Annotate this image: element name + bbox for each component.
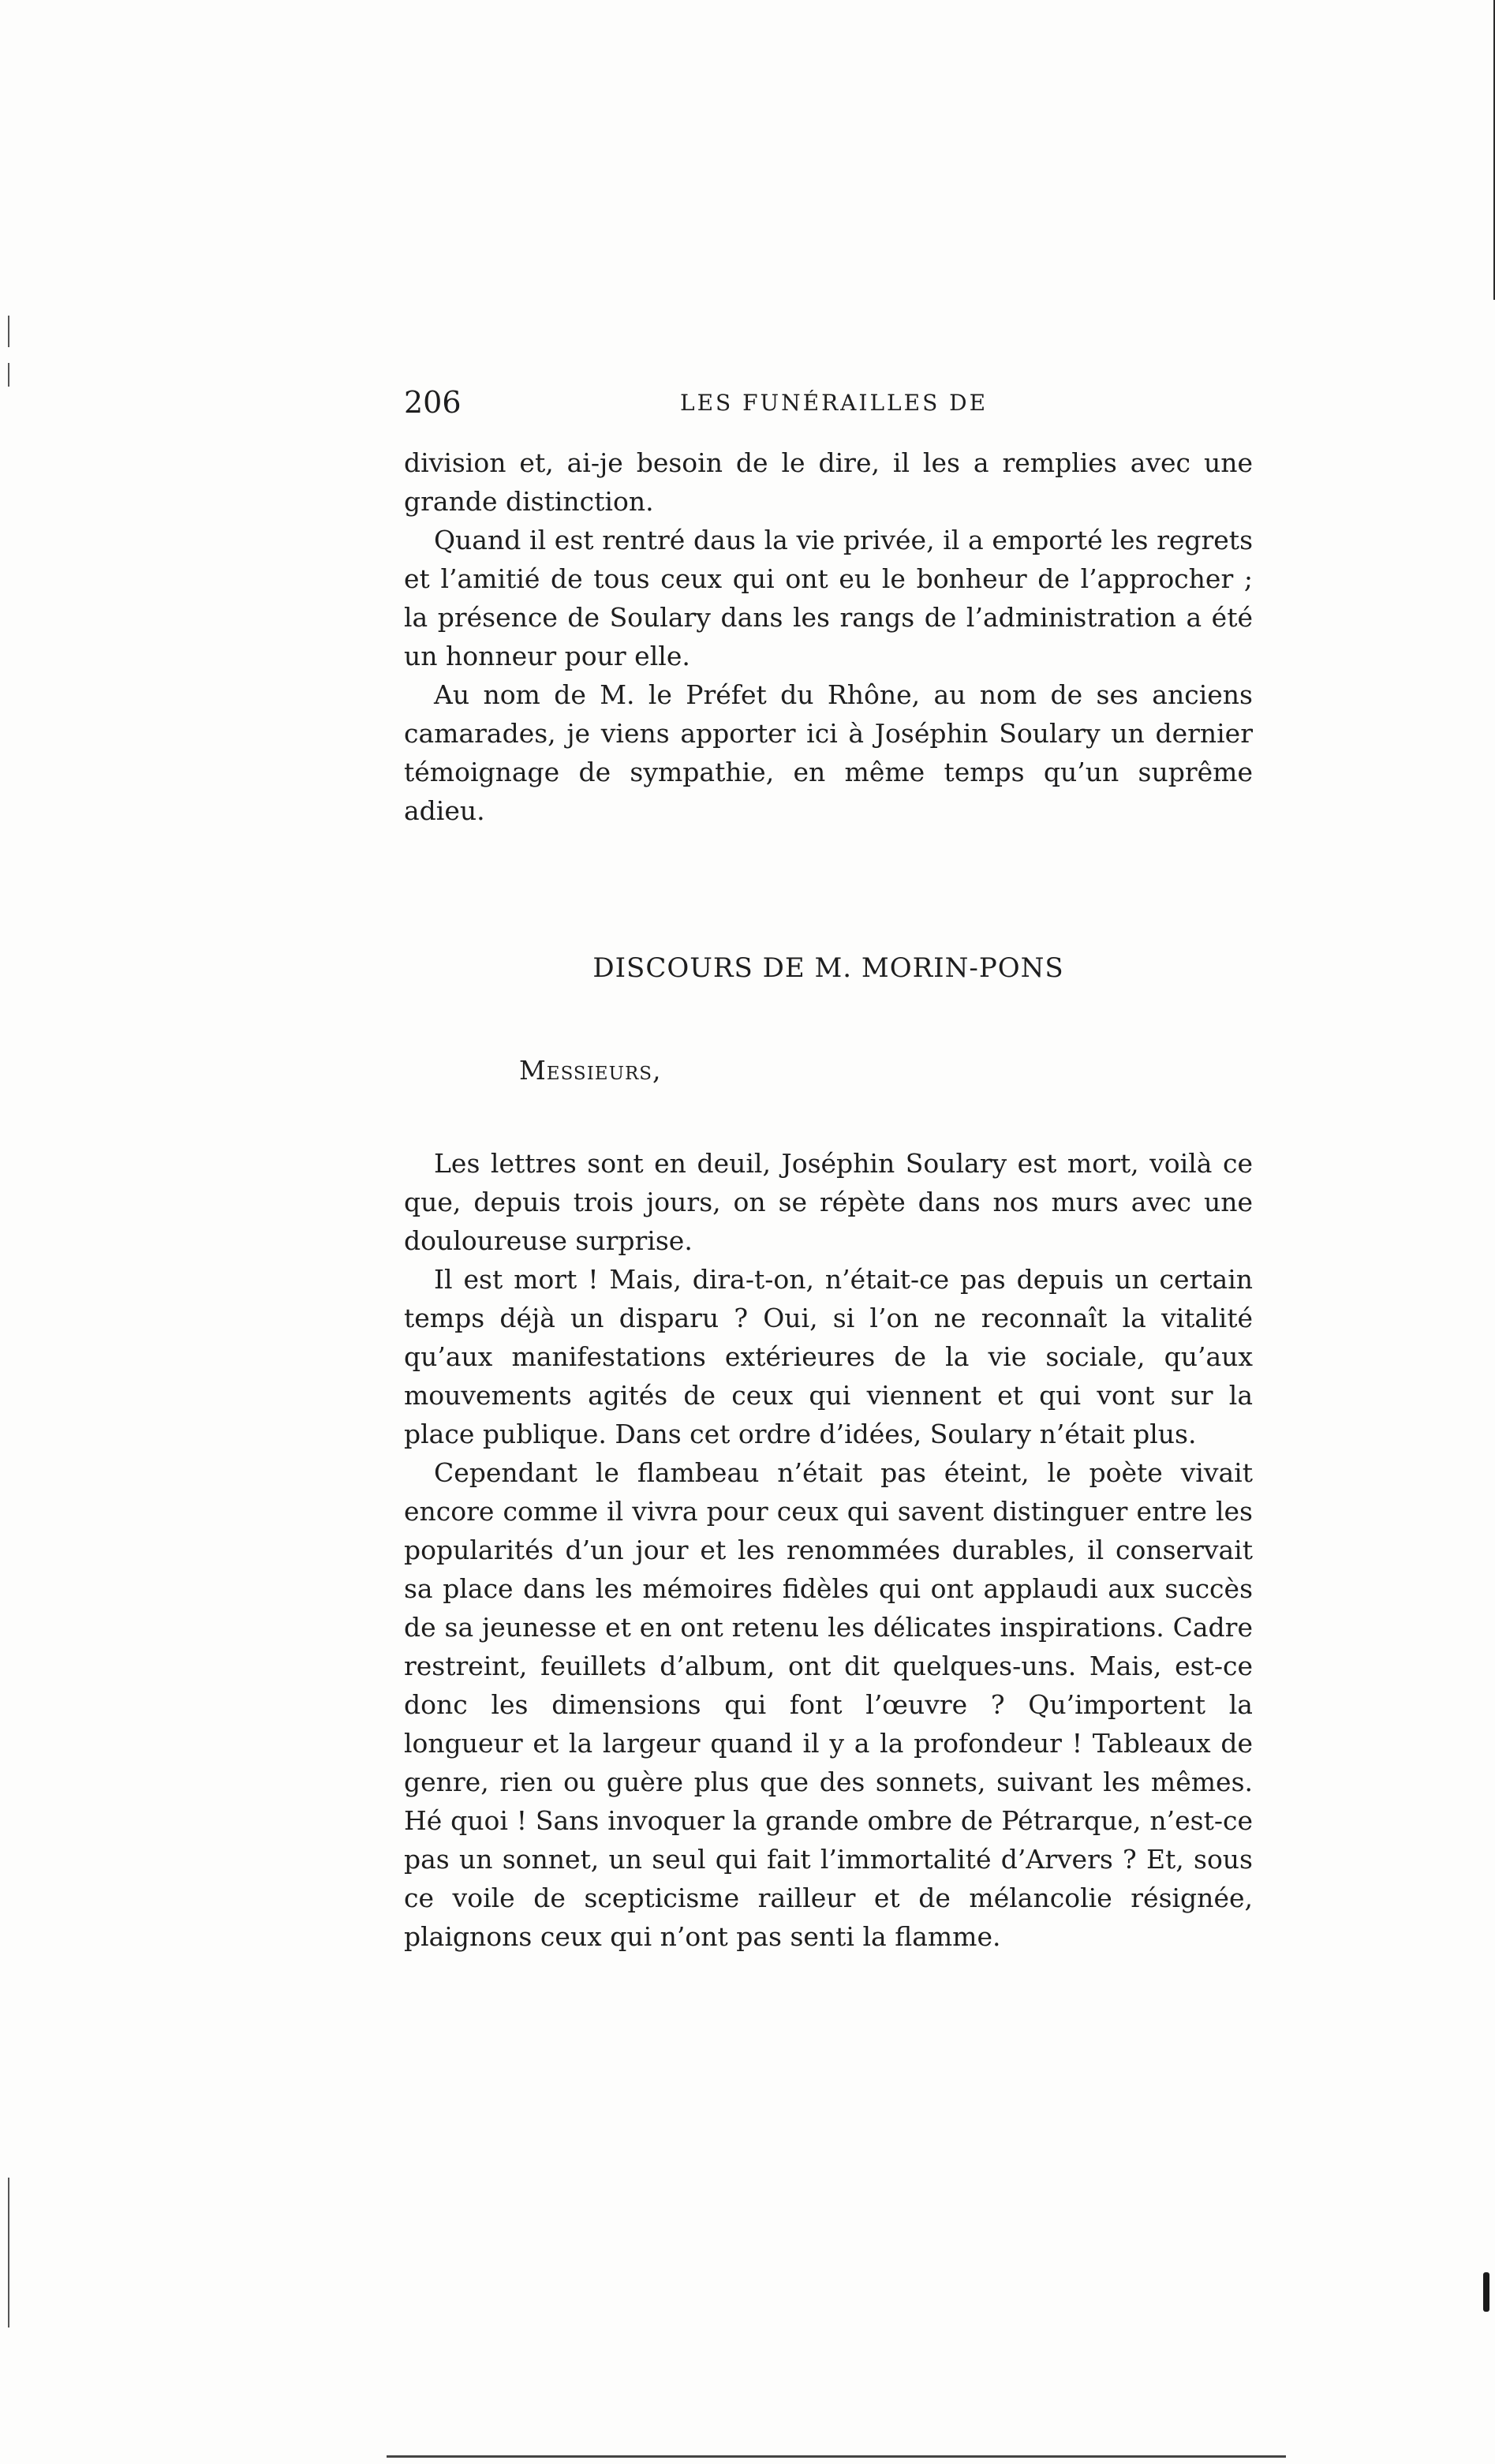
scan-edge-line: [8, 2178, 9, 2328]
discours-text: [404, 1144, 1253, 1956]
paragraph: division et, ai-je besoin de le dire, il les a remplies avec une grande distinction.: [404, 447, 1253, 517]
continuation-text: [404, 443, 1253, 830]
running-header: [404, 387, 1253, 418]
page-number: 206: [404, 385, 462, 420]
scan-edge-line: [8, 363, 9, 387]
paragraph: Quand il est rentré daus la vie privée, il a emporté les regrets et l’amitié de tous ceux qui ont eu le bonheur de l’approcher ; la présence de Soulary dans les rangs de l’administration a été un honneur pour elle.: [404, 525, 1253, 671]
running-title: LES FUNÉRAILLES DE: [680, 390, 989, 416]
scan-bottom-rule: [387, 2455, 1286, 2458]
paragraph: Au nom de M. le Préfet du Rhône, au nom de ses anciens camarades, je viens apporter ici à Joséphin Soulary un dernier témoignage de sympathie, en même temps qu’un suprême adieu.: [404, 679, 1253, 826]
salutation: [519, 1053, 662, 1088]
paragraph: Cependant le flambeau n’était pas éteint, le poète vivait encore comme il vivra pour ceux qui savent distinguer entre les popularités d’un jour et les renommées durables, il conservait sa place dans les mémoires fidèles qui ont applaudi aux succès de sa jeunesse et en ont retenu les délicates inspirations. Cadre restreint, feuillets d’album, ont dit quelques-uns. Mais, est-ce donc les dimensions qui font l’œuvre ? Qu’importent la longueur et la largeur quand il y a la profondeur ! Tableaux de genre, rien ou guère plus que des sonnets, suivant les mêmes. Hé quoi ! Sans invoquer la grande ombre de Pétrarque, n’est-ce pas un sonnet, un seul qui fait l’immortalité d’Arvers ? Et, sous ce voile de scepticisme railleur et de mélancolie résignée, plaignons ceux qui n’ont pas senti la flamme.: [404, 1457, 1253, 1952]
paragraph: Les lettres sont en deuil, Joséphin Soulary est mort, voilà ce que, depuis trois jours, on se répète dans nos murs avec une douloureuse surprise.: [404, 1148, 1253, 1256]
scan-edge-line: [8, 316, 9, 347]
paragraph: Il est mort ! Mais, dira-t-on, n’était-ce pas depuis un certain temps déjà un disparu ? Oui, si l’on ne reconnaît la vitalité qu’aux manifestations extérieures de la vie sociale, qu’aux mouvements agités de ceux qui viennent et qui vont sur la place publique. Dans cet ordre d’idées, Soulary n’était plus.: [404, 1264, 1253, 1449]
salutation-text: Messieurs,: [519, 1055, 662, 1086]
scan-edge-mark: [1483, 2272, 1489, 2312]
section-title: DISCOURS DE M. MORIN-PONS: [592, 952, 1064, 984]
